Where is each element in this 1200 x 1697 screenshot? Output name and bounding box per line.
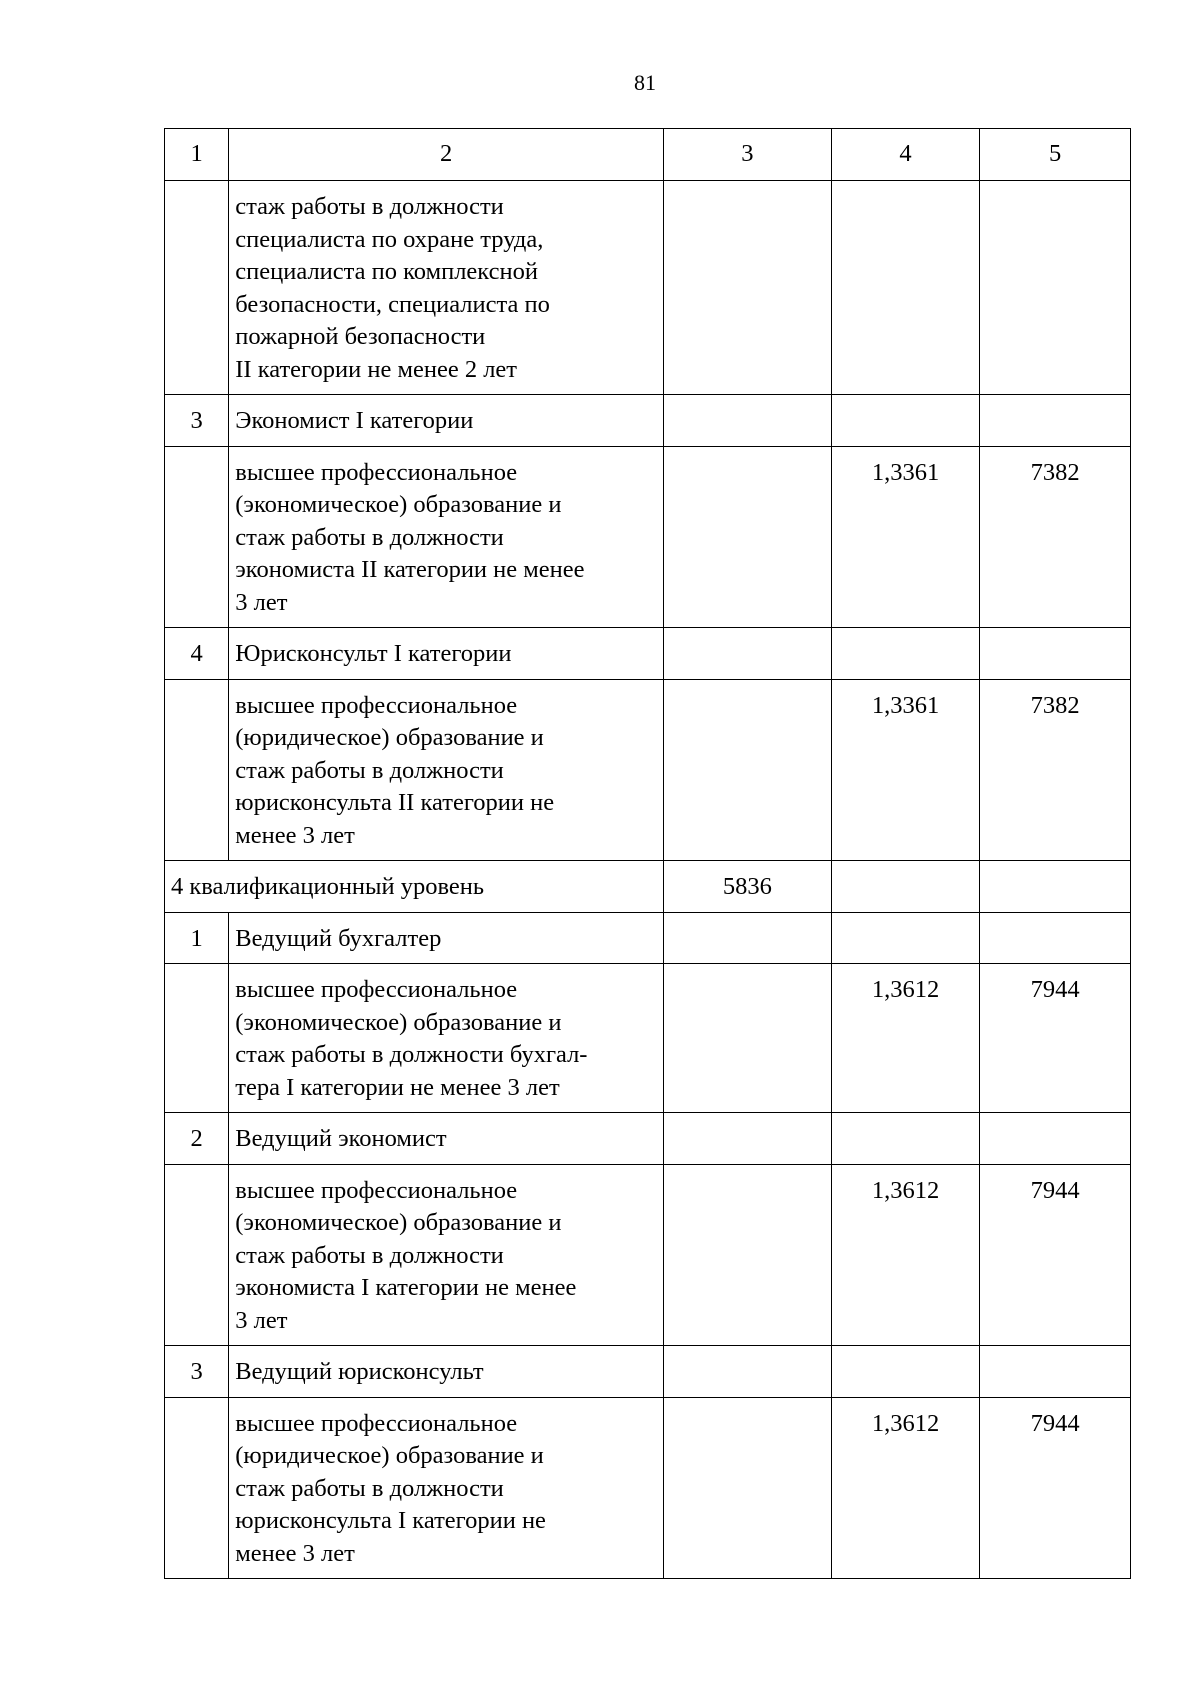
coefficient-cell: 1,3612 <box>831 1164 980 1346</box>
base-salary-cell <box>664 679 832 861</box>
row-number-cell: 4 <box>165 628 229 680</box>
salary-cell <box>980 1113 1131 1165</box>
table-row <box>165 679 1131 861</box>
position-description-cell: Экономист I категории <box>229 395 664 447</box>
salary-cell <box>980 628 1131 680</box>
coefficient-cell <box>831 395 980 447</box>
base-salary-cell <box>664 1346 832 1398</box>
table-row <box>165 446 1131 628</box>
coefficient-cell <box>831 181 980 395</box>
position-description-cell: Ведущий экономист <box>229 1113 664 1165</box>
coefficient-cell: 1,3361 <box>831 446 980 628</box>
base-salary-cell <box>664 181 832 395</box>
page-number: 81 <box>634 70 656 95</box>
table-row <box>165 181 1131 395</box>
base-salary-cell <box>664 1164 832 1346</box>
base-salary-cell <box>664 628 832 680</box>
salary-cell: 7944 <box>980 964 1131 1113</box>
row-number-cell <box>165 181 229 395</box>
coefficient-cell <box>831 1113 980 1165</box>
row-number-cell: 3 <box>165 395 229 447</box>
coefficient-cell <box>831 912 980 964</box>
coefficient-cell <box>831 1346 980 1398</box>
coefficient-cell: 1,3361 <box>831 679 980 861</box>
salary-cell: 7944 <box>980 1397 1131 1579</box>
level-row <box>165 861 1131 913</box>
row-number-cell <box>165 1397 229 1579</box>
row-number-cell: 2 <box>165 1113 229 1165</box>
position-description-cell: стаж работы в должности специалиста по охране труда, специалиста по комплексной безопасности, специалиста по пожарной безопасности II категории не менее 2 лет <box>229 181 664 395</box>
table-row <box>165 1113 1131 1165</box>
coefficient-cell <box>831 861 980 913</box>
position-description-cell: Ведущий бухгалтер <box>229 912 664 964</box>
row-number-cell <box>165 446 229 628</box>
level-label: 4 квалификационный уровень <box>165 861 664 913</box>
base-salary-cell <box>664 446 832 628</box>
header-cell-4: 4 <box>831 129 980 181</box>
table-row <box>165 964 1131 1113</box>
table-row <box>165 1164 1131 1346</box>
position-description-cell: Юрисконсульт I категории <box>229 628 664 680</box>
base-salary-cell <box>664 912 832 964</box>
table-row <box>165 1397 1131 1579</box>
salary-cell <box>980 181 1131 395</box>
base-salary-cell <box>664 1113 832 1165</box>
salary-cell <box>980 861 1131 913</box>
salary-cell: 7382 <box>980 679 1131 861</box>
qualification-table <box>164 128 1131 1579</box>
header-cell-2: 2 <box>229 129 664 181</box>
row-number-cell <box>165 964 229 1113</box>
row-number-cell <box>165 1164 229 1346</box>
base-salary-cell <box>664 395 832 447</box>
row-number-cell: 1 <box>165 912 229 964</box>
table-row <box>165 628 1131 680</box>
header-cell-5: 5 <box>980 129 1131 181</box>
position-description-cell: высшее профессиональное (юридическое) образование и стаж работы в должности юрисконсульта I категории не менее 3 лет <box>229 1397 664 1579</box>
coefficient-cell: 1,3612 <box>831 964 980 1113</box>
position-description-cell: высшее профессиональное (экономическое) образование и стаж работы в должности бухгал- тера I категории не менее 3 лет <box>229 964 664 1113</box>
table-body <box>165 129 1131 1579</box>
row-number-cell <box>165 679 229 861</box>
header-row <box>165 129 1131 181</box>
coefficient-cell: 1,3612 <box>831 1397 980 1579</box>
salary-cell <box>980 912 1131 964</box>
position-description-cell: Ведущий юрисконсульт <box>229 1346 664 1398</box>
header-cell-3: 3 <box>664 129 832 181</box>
salary-cell: 7382 <box>980 446 1131 628</box>
base-salary-cell <box>664 964 832 1113</box>
table-row <box>165 912 1131 964</box>
base-salary-cell <box>664 1397 832 1579</box>
position-description-cell: высшее профессиональное (юридическое) образование и стаж работы в должности юрисконсульта II категории не менее 3 лет <box>229 679 664 861</box>
position-description-cell: высшее профессиональное (экономическое) образование и стаж работы в должности экономиста II категории не менее 3 лет <box>229 446 664 628</box>
coefficient-cell <box>831 628 980 680</box>
salary-cell <box>980 395 1131 447</box>
row-number-cell: 3 <box>165 1346 229 1398</box>
salary-cell <box>980 1346 1131 1398</box>
position-description-cell: высшее профессиональное (экономическое) образование и стаж работы в должности экономиста I категории не менее 3 лет <box>229 1164 664 1346</box>
salary-cell: 7944 <box>980 1164 1131 1346</box>
header-cell-1: 1 <box>165 129 229 181</box>
table-row <box>165 1346 1131 1398</box>
table-row <box>165 395 1131 447</box>
base-salary-cell: 5836 <box>664 861 832 913</box>
